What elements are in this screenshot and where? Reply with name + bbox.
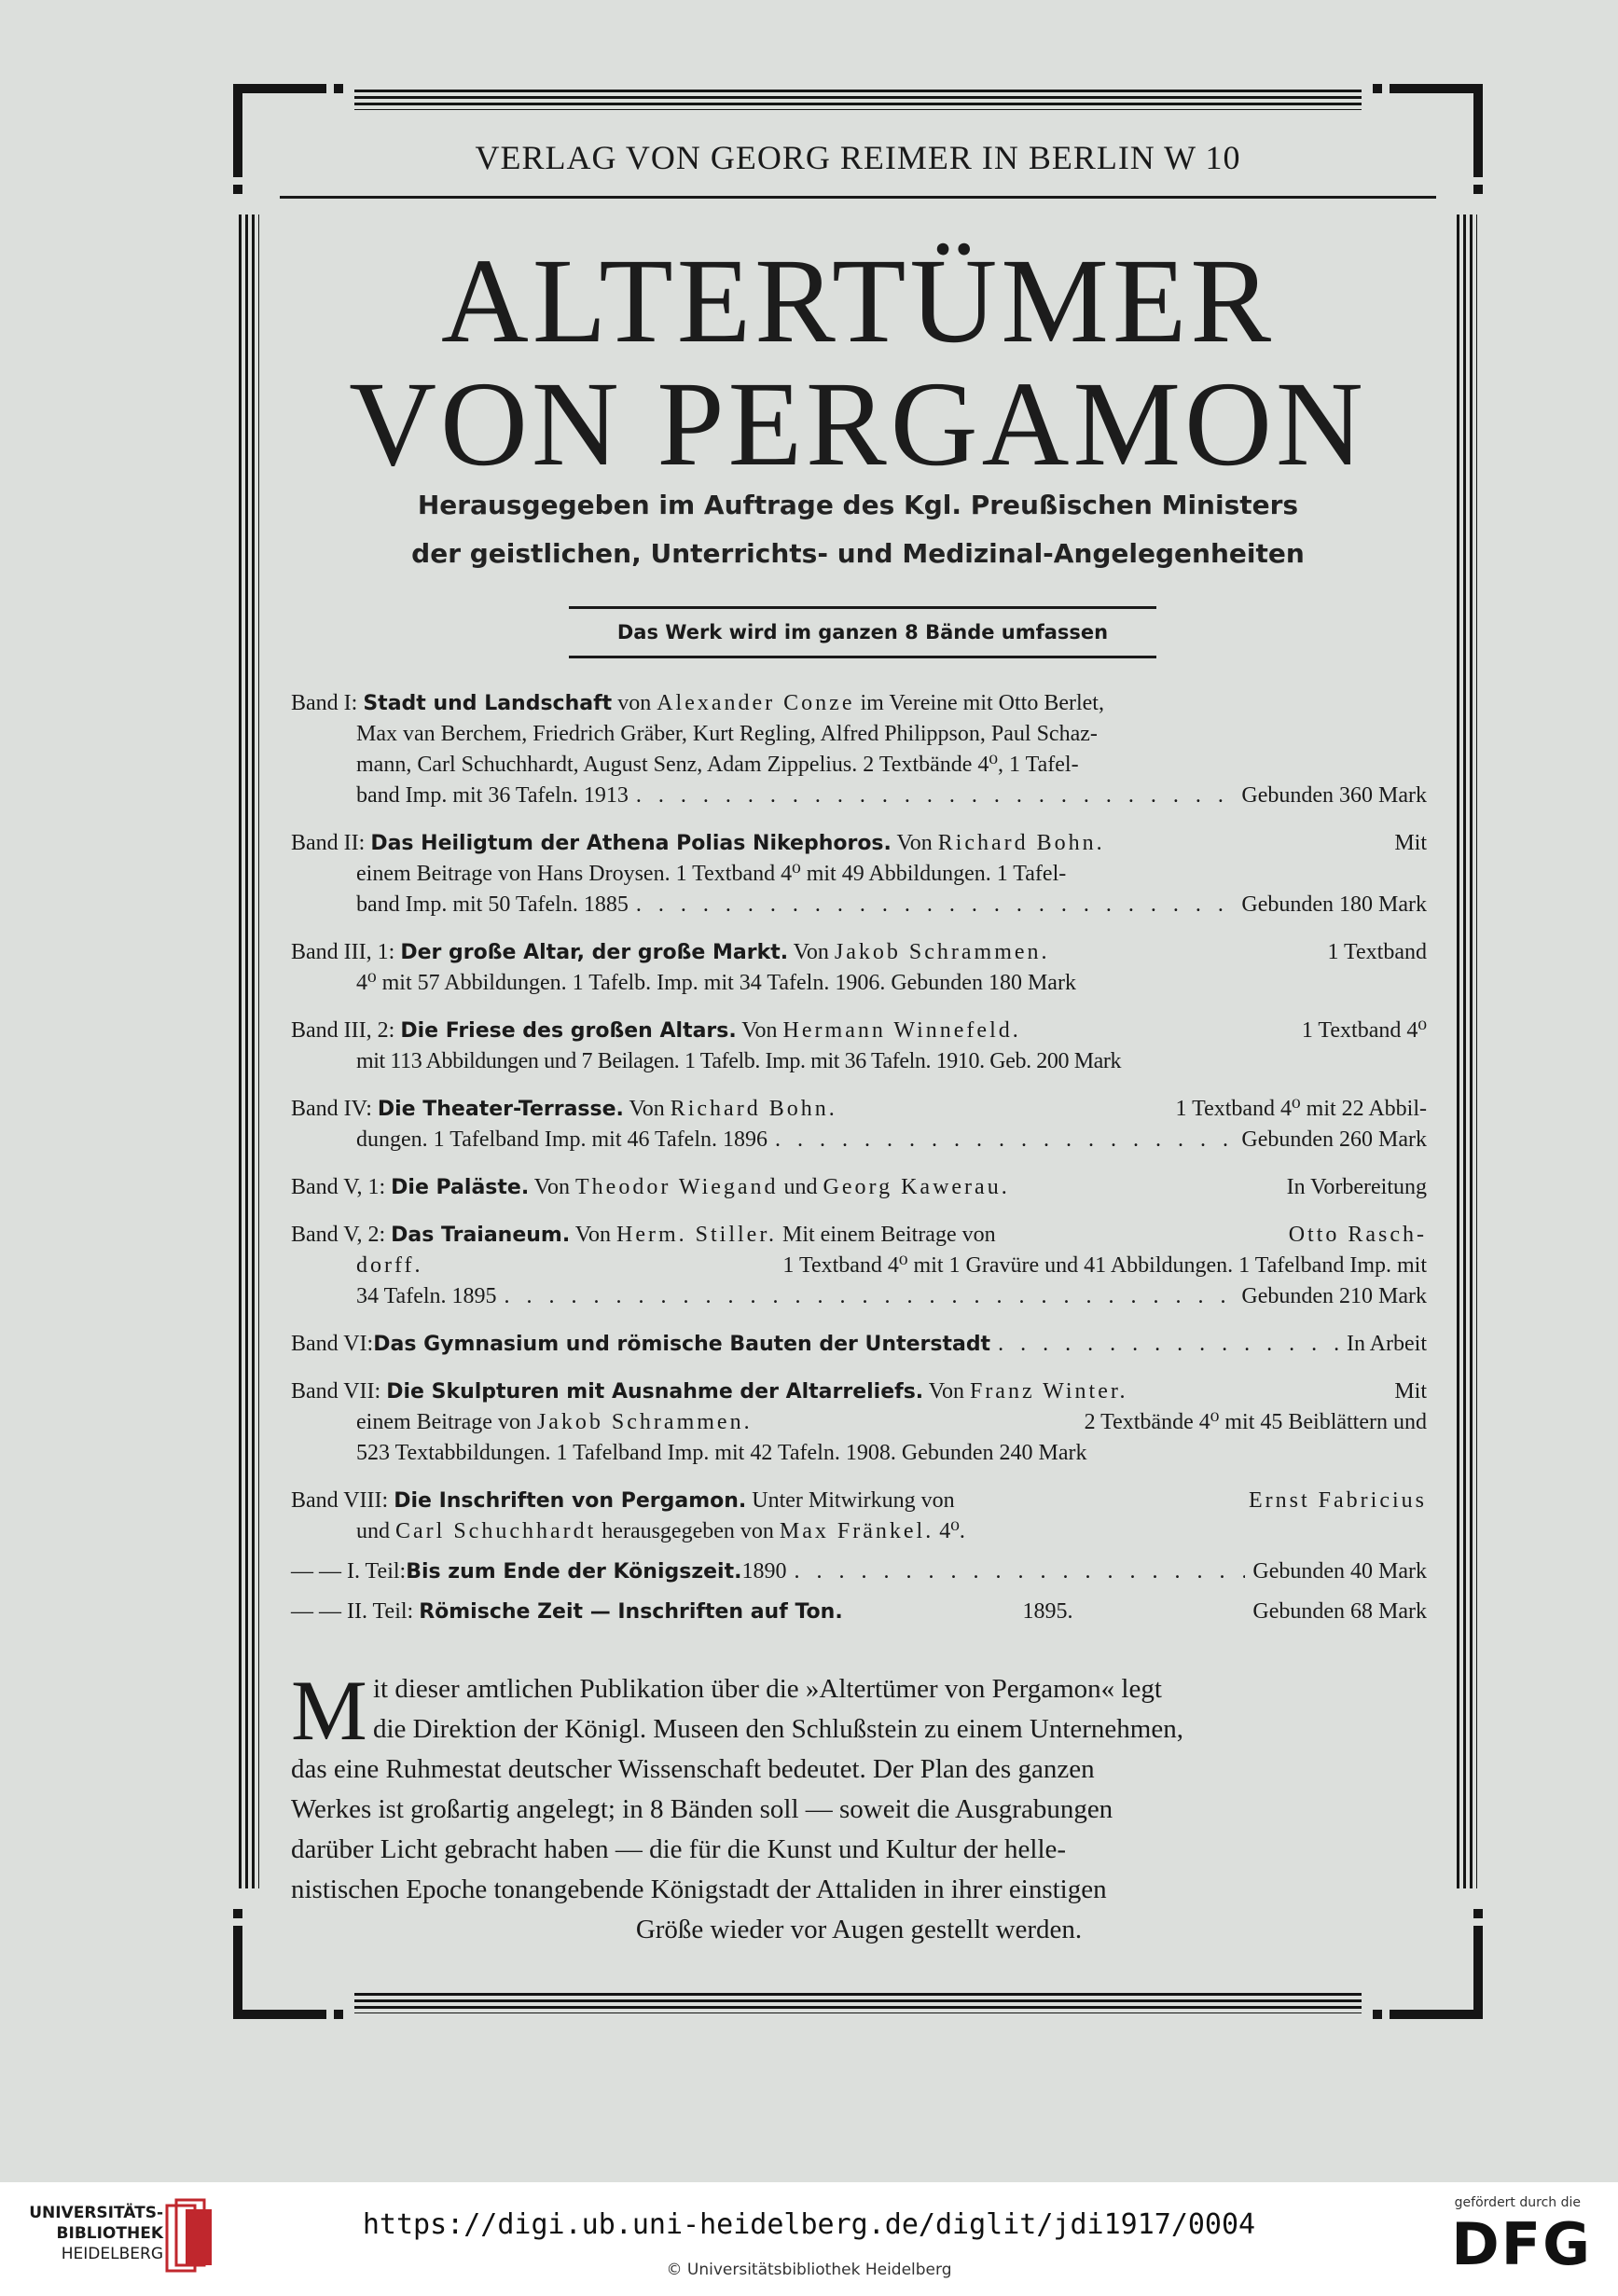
frame-square	[1473, 1909, 1483, 1918]
volume-author: Ernst Fabricius	[1249, 1488, 1427, 1513]
volume-text: im Vereine mit Otto Berlet,	[854, 691, 1104, 715]
volume-author: Jakob Schrammen.	[536, 1410, 753, 1434]
volume-author: Hermann Winnefeld.	[782, 1018, 1021, 1043]
intro-paragraph	[291, 1663, 1427, 1950]
paragraph-line: it dieser amtlichen Publikation über die »Altertümer von Pergamon« legt	[373, 1674, 1162, 1704]
title-line-2: VON PERGAMON	[349, 357, 1367, 491]
volume-text: 523 Textabbildungen. 1 Tafelband Imp. mit 42 Tafeln. 1908. Gebunden 240 Mark	[356, 1441, 1087, 1465]
volume-author: Otto Rasch-	[1288, 1223, 1427, 1247]
volume-title: Das Heiligtum der Athena Polias Nikephoros.	[370, 832, 892, 855]
frame-corner	[1390, 84, 1483, 93]
volume-text: 1895.	[1022, 1599, 1073, 1624]
volume-price: Gebunden 360 Mark	[1241, 783, 1427, 808]
frame-bottom-rule	[354, 1993, 1362, 2013]
volume-label: Band IV:	[291, 1097, 378, 1121]
dfg-logo: DFG	[1451, 2210, 1592, 2278]
volume-text: Von	[736, 1018, 783, 1043]
volume-entry-5	[291, 1094, 1427, 1155]
volume-text: dungen. 1 Tafelband Imp. mit 46 Tafeln. 1896	[356, 1127, 768, 1152]
volume-label: Band VIII:	[291, 1488, 394, 1513]
volume-text: Mit	[1394, 1379, 1427, 1404]
publisher-rule	[280, 196, 1436, 199]
library-name-line: HEIDELBERG	[61, 2245, 163, 2263]
volume-entry-10	[291, 1486, 1427, 1547]
library-name-line: UNIVERSITÄTS-	[29, 2204, 163, 2222]
library-name-line: BIBLIOTHEK	[56, 2224, 163, 2243]
title-line-1: ALTERTÜMER	[440, 234, 1276, 368]
volume-label: Band V, 1:	[291, 1175, 392, 1199]
volume-label: Band VII:	[291, 1379, 387, 1404]
volume-text: 1 Textband 4⁰	[1301, 1018, 1427, 1043]
volume-title: Das Traianeum.	[391, 1224, 571, 1247]
volume-text: einem Beitrage von Hans Droysen. 1 Textband 4⁰ mit 49 Abbildungen. 1 Tafel-	[356, 862, 1067, 886]
frame-corner	[233, 84, 326, 93]
volume-text: und	[778, 1175, 823, 1199]
paragraph-line: Werkes ist großartig angelegt; in 8 Bänden soll — soweit die Ausgrabungen	[291, 1794, 1113, 1824]
volume-text: band Imp. mit 50 Tafeln. 1885	[356, 892, 629, 917]
drop-cap: M	[291, 1663, 367, 1758]
volume-text: Max van Berchem, Friedrich Gräber, Kurt Regling, Alfred Philippson, Paul Schaz-	[356, 722, 1098, 746]
frame-corner	[1473, 84, 1483, 177]
frame-square	[1473, 185, 1483, 194]
volume-text: Von	[529, 1175, 575, 1199]
frame-corner	[1473, 1926, 1483, 2019]
volume-text: Von	[570, 1223, 617, 1247]
volume-text: band Imp. mit 36 Tafeln. 1913	[356, 783, 629, 808]
dot-leader	[636, 890, 1235, 920]
volume-status: In Vorbereitung	[1286, 1175, 1427, 1199]
volume-label: — — I. Teil:	[291, 1559, 407, 1584]
volume-price: Gebunden 40 Mark	[1252, 1559, 1427, 1584]
frame-corner	[233, 1926, 242, 2019]
publisher-line: VERLAG VON GEORG REIMER IN BERLIN W 10	[475, 139, 1241, 176]
volume-text: mann, Carl Schuchhardt, August Senz, Adam Zippelius. 2 Textbände 4⁰, 1 Tafel-	[356, 753, 1079, 777]
volume-label: — — II. Teil:	[291, 1599, 420, 1624]
volume-price: Gebunden 68 Mark	[1252, 1599, 1427, 1624]
dot-leader	[998, 1329, 1339, 1360]
frame-square	[1373, 2010, 1382, 2019]
volume-entry-6	[291, 1172, 1427, 1203]
volume-title: Das Gymnasium und römische Bauten der Unterstadt	[373, 1333, 991, 1356]
volume-text: 1890	[741, 1559, 787, 1584]
volume-list	[291, 688, 1427, 1637]
volume-text: mit 113 Abbildungen und 7 Beilagen. 1 Tafelb. Imp. mit 36 Tafeln. 1910. Geb. 200 Mark	[356, 1049, 1122, 1073]
volume-text: von	[612, 691, 657, 715]
dot-leader	[794, 1556, 1245, 1587]
volume-author: dorff.	[356, 1253, 423, 1278]
frame-corner	[233, 2010, 326, 2019]
volume-author: Georg Kawerau.	[823, 1175, 1010, 1199]
volume-text: 4⁰ mit 57 Abbildungen. 1 Tafelb. Imp. mit 34 Tafeln. 1906. Gebunden 180 Mark	[356, 971, 1076, 995]
volume-author: Jakob Schrammen.	[834, 940, 1050, 964]
volume-text: und	[356, 1519, 395, 1543]
volume-text: Mit	[1394, 831, 1427, 855]
volume-author: Herm. Stiller.	[616, 1223, 777, 1247]
volume-author: Max Fränkel.	[779, 1519, 934, 1543]
frame-square	[334, 2010, 343, 2019]
frame-left-rule	[239, 214, 259, 1888]
volume-title: Römische Zeit — Inschriften auf Ton.	[419, 1600, 843, 1624]
volume-price: Gebunden 210 Mark	[1241, 1284, 1427, 1308]
volume-text: 34 Tafeln. 1895	[356, 1284, 497, 1308]
volume-count-note: Das Werk wird im ganzen 8 Bände umfassen	[569, 606, 1156, 658]
paragraph-line: das eine Ruhmestat deutscher Wissenschaft bedeutet. Der Plan des ganzen	[291, 1754, 1095, 1784]
volume-author: Franz Winter.	[969, 1379, 1128, 1404]
volume-label: Band V, 2:	[291, 1223, 392, 1247]
paragraph-line: darüber Licht gebracht haben — die für die Kunst und Kultur der helle-	[291, 1834, 1067, 1864]
volume-label: Band VI:	[291, 1332, 374, 1356]
volume-text: Von	[923, 1379, 970, 1404]
dot-leader	[636, 781, 1235, 811]
volume-entry-11	[291, 1556, 1427, 1587]
volume-text: Von	[891, 831, 938, 855]
funding-label: gefördert durch die	[1454, 2195, 1581, 2210]
volume-text: 1 Textband 4⁰ mit 1 Gravüre und 41 Abbildungen. 1 Tafelband Imp. mit	[782, 1253, 1427, 1278]
frame-square	[334, 84, 343, 93]
frame-corner	[1390, 2010, 1483, 2019]
subtitle-line-1: Herausgegeben im Auftrage des Kgl. Preußischen Ministers	[417, 490, 1299, 520]
volume-title: Die Paläste.	[391, 1176, 530, 1199]
volume-entry-1	[291, 688, 1427, 811]
volume-text: 1 Textband	[1327, 940, 1427, 964]
frame-square	[1373, 84, 1382, 93]
volume-label: Band III, 2:	[291, 1018, 401, 1043]
volume-entry-3	[291, 937, 1427, 999]
volume-text: Mit einem Beitrage von	[777, 1223, 996, 1247]
volume-entry-2	[291, 828, 1427, 920]
volume-title: Die Friese des großen Altars.	[400, 1019, 737, 1043]
volume-title: Die Skulpturen mit Ausnahme der Altarreliefs.	[386, 1380, 924, 1404]
frame-top-rule	[354, 90, 1362, 110]
volume-entry-8	[291, 1329, 1427, 1360]
volume-entry-4	[291, 1016, 1427, 1077]
volume-label: Band III, 1:	[291, 940, 401, 964]
volume-title: Die Theater-Terrasse.	[377, 1098, 624, 1121]
volume-text: Von	[788, 940, 835, 964]
volume-author: Richard Bohn.	[670, 1097, 837, 1121]
dot-leader	[505, 1281, 1235, 1312]
volume-text: herausgegeben von	[596, 1519, 780, 1543]
volume-status: In Arbeit	[1347, 1332, 1427, 1356]
volume-text: 4⁰.	[933, 1519, 965, 1543]
volume-title: Bis zum Ende der Königszeit.	[406, 1560, 742, 1584]
permalink-url[interactable]: https://digi.ub.uni-heidelberg.de/diglit/jdi1917/0004	[362, 2208, 1256, 2241]
frame-right-rule	[1457, 214, 1477, 1888]
volume-price: Gebunden 180 Mark	[1241, 892, 1427, 917]
volume-text: einem Beitrage von	[356, 1410, 537, 1434]
frame-square	[233, 1909, 242, 1918]
volume-price: Gebunden 260 Mark	[1241, 1127, 1427, 1152]
volume-text: 1 Textband 4⁰ mit 22 Abbil-	[1175, 1097, 1427, 1121]
volume-entry-9	[291, 1376, 1427, 1469]
volume-text: Unter Mitwirkung von	[746, 1488, 955, 1513]
volume-title: Der große Altar, der große Markt.	[400, 941, 789, 964]
frame-corner	[233, 84, 242, 177]
volume-author: Theodor Wiegand	[575, 1175, 779, 1199]
frame-square	[233, 185, 242, 194]
volume-text: Von	[623, 1097, 671, 1121]
copyright-notice: © Universitätsbibliothek Heidelberg	[666, 2261, 952, 2279]
paragraph-line: Größe wieder vor Augen gestellt werden.	[635, 1915, 1083, 1944]
paragraph-line: die Direktion der Königl. Museen den Schlußstein zu einem Unternehmen,	[373, 1714, 1183, 1744]
volume-text: 2 Textbände 4⁰ mit 45 Beiblättern und	[1084, 1410, 1427, 1434]
volume-author: Richard Bohn.	[937, 831, 1105, 855]
viewer-footer	[0, 2182, 1618, 2296]
volume-author: Alexander Conze	[657, 691, 855, 715]
volume-label: Band I:	[291, 691, 364, 715]
volume-author: Carl Schuchhardt	[395, 1519, 597, 1543]
subtitle-line-2: der geistlichen, Unterrichts- und Medizinal-Angelegenheiten	[411, 538, 1305, 569]
dot-leader	[775, 1125, 1234, 1155]
volume-entry-7	[291, 1220, 1427, 1312]
paragraph-line: nistischen Epoche tonangebende Königstadt der Attaliden in ihrer einstigen	[291, 1874, 1107, 1904]
volume-entry-12	[291, 1597, 1427, 1627]
volume-title: Die Inschriften von Pergamon.	[394, 1489, 747, 1513]
volume-title: Stadt und Landschaft	[363, 692, 613, 715]
volume-label: Band II:	[291, 831, 371, 855]
